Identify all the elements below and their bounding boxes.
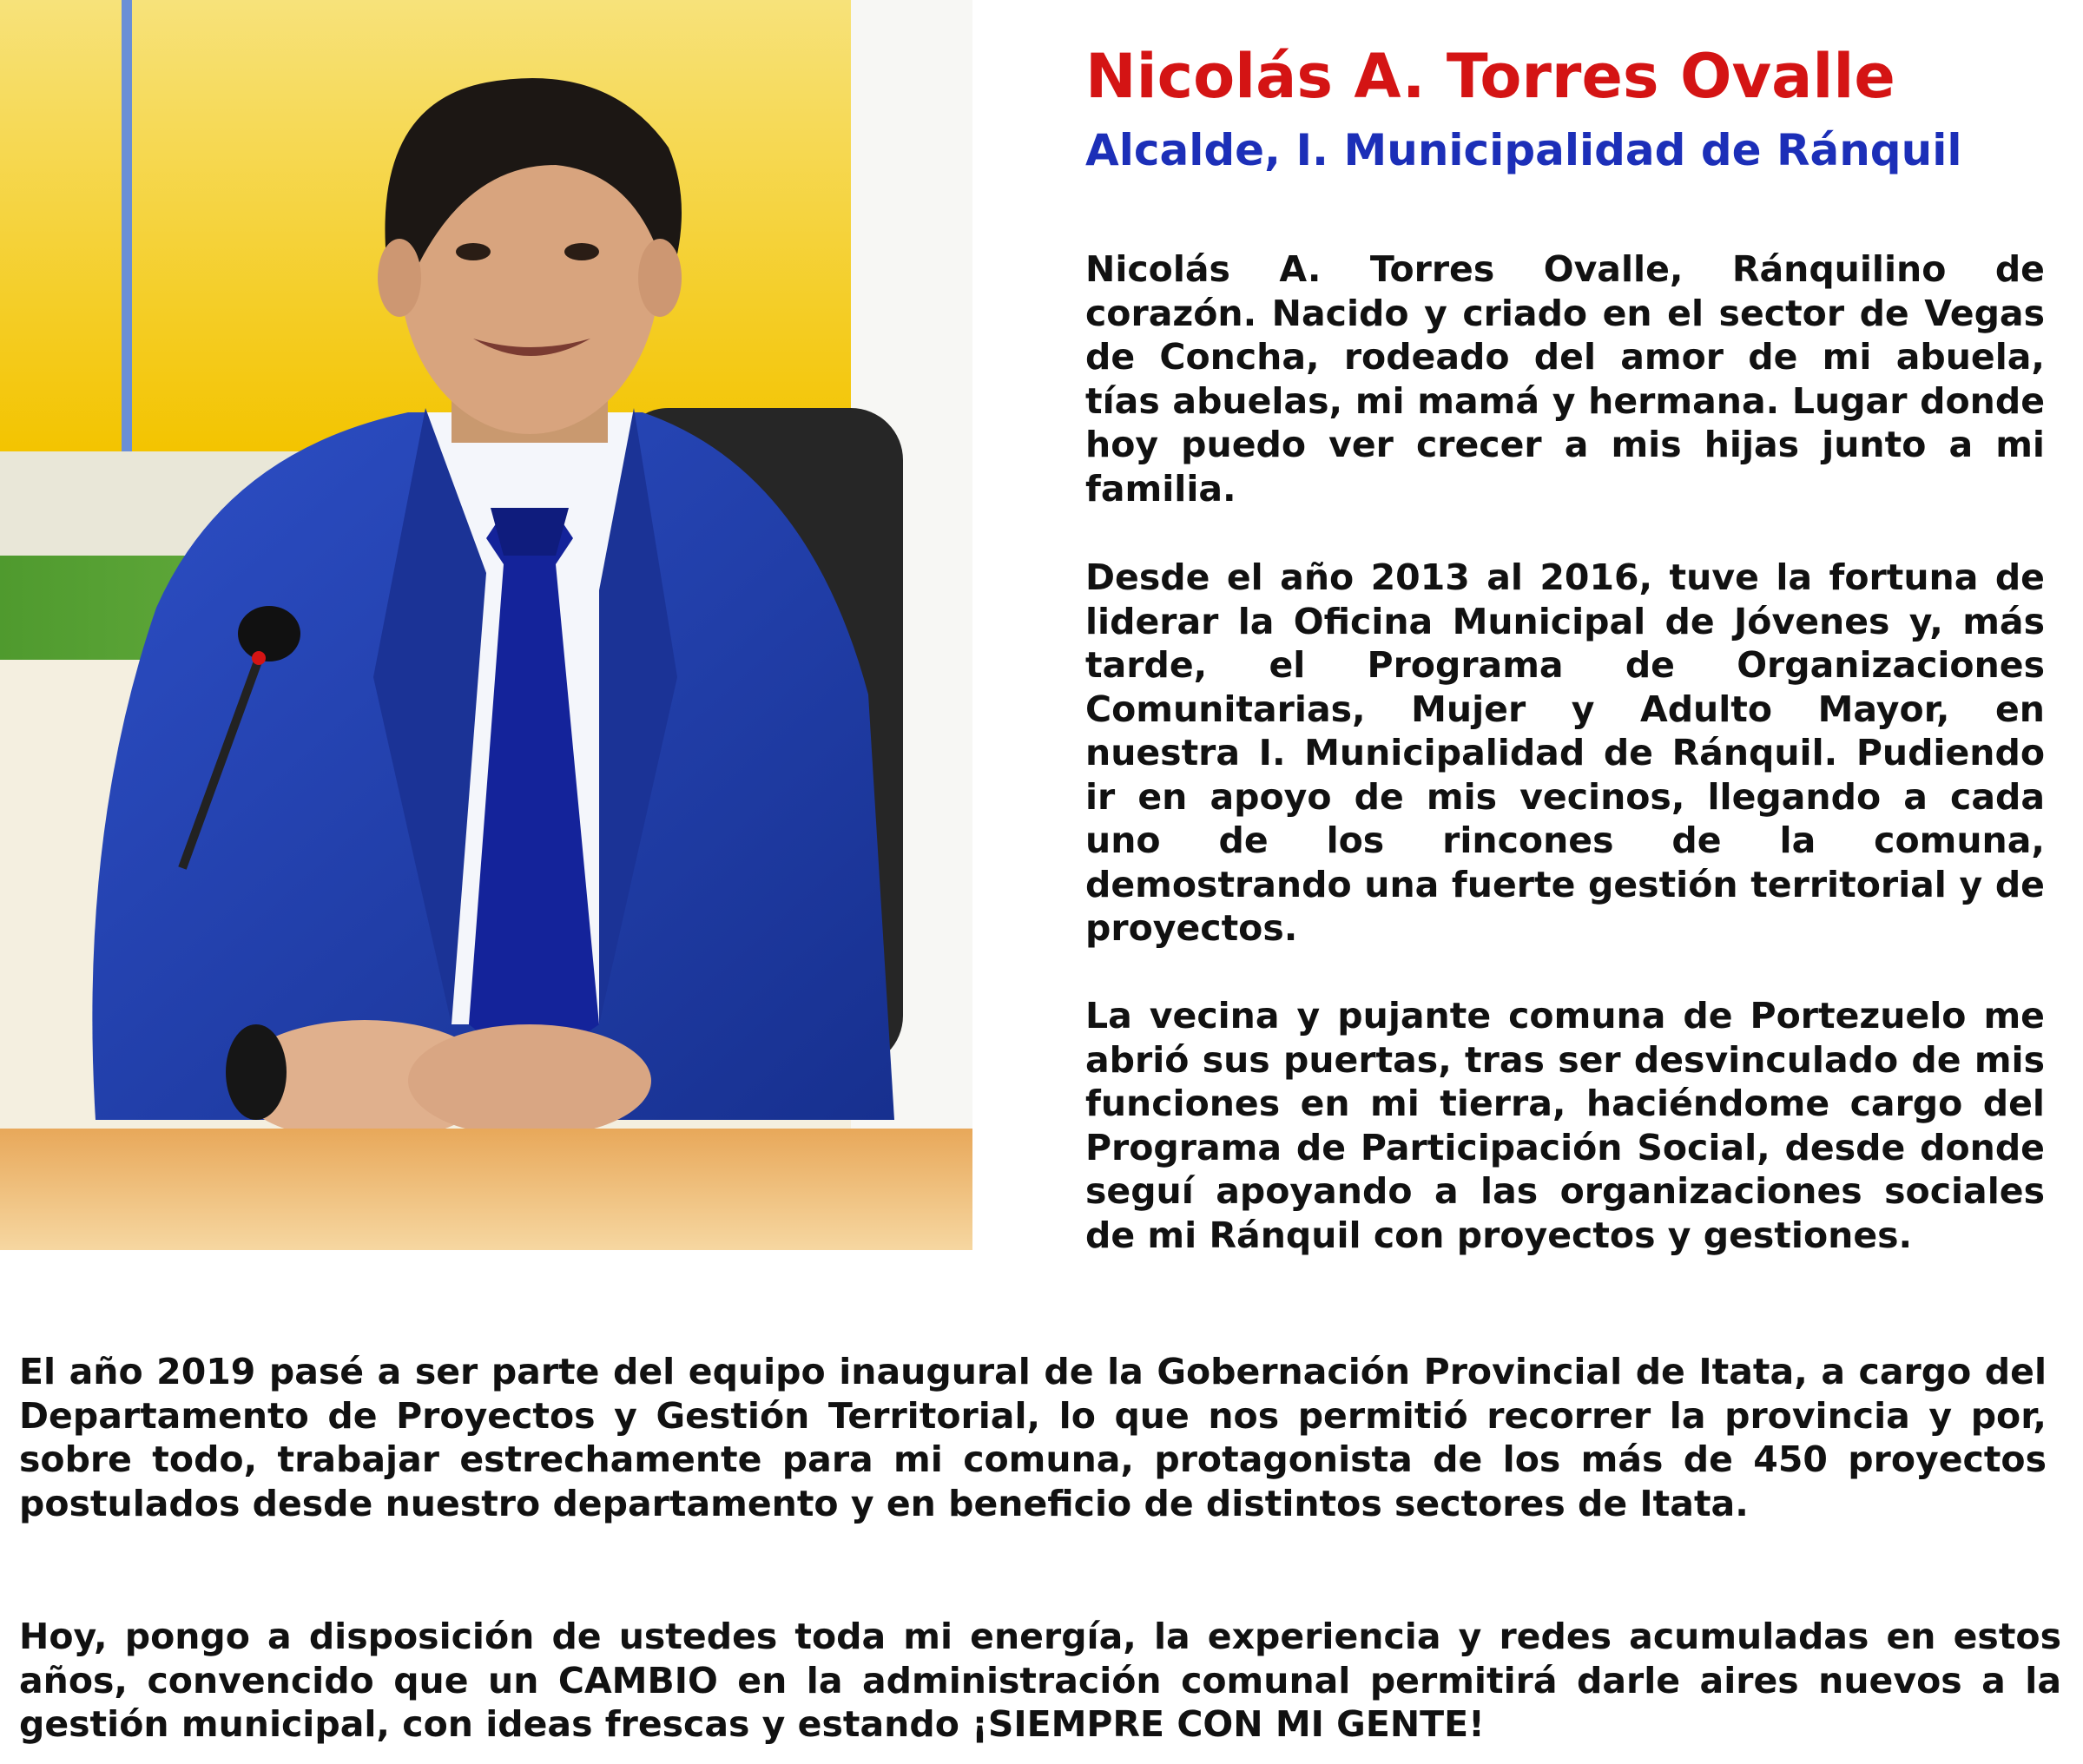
bio-paragraph-5: Hoy, pongo a disposición de ustedes toda mi energía, la experiencia y redes acumuladas en estos años, convencido que un CAMBIO en la administración comunal permitirá darle aires nuevos a la gestión municipal, con ideas frescas y estando ¡SIEMPRE CON MI GENTE!	[19, 1616, 2061, 1745]
bio-paragraph-2: Desde el año 2013 al 2016, tuve la fortuna de liderar la Oficina Municipal de Jóvenes y, más tarde, el Programa de Organizaciones Comunitarias, Mujer y Adulto Mayor, en nuestra I. Municipalidad de Ránquil. Pudiendo ir en apoyo de mis vecinos, llegando a cada uno de los rincones de la comuna, demostrando una fuerte gestión territorial y de proyectos.	[1085, 556, 2045, 949]
portrait-illustration	[0, 0, 972, 1250]
bio-paragraph-4: El año 2019 pasé a ser parte del equipo inaugural de la Gobernación Provincial de Itata, a cargo del Departamento de Proyectos y Gestión Territorial, lo que nos permitió recorrer la provincia y por, sobre todo, trabajar estrechamente para mi comuna, protagonista de los más de 450 proyectos postulados desde nuestro departamento y en beneficio de distintos sectores de Itata.	[19, 1351, 2047, 1524]
bio-paragraph-3: La vecina y pujante comuna de Portezuelo me abrió sus puertas, tras ser desvinculado de mis funciones en mi tierra, haciéndome cargo del Programa de Participación Social, desde donde seguí apoyando a las organizaciones sociales de mi Ránquil con proyectos y gestiones.	[1085, 995, 2045, 1256]
person-name: Nicolás A. Torres Ovalle	[1085, 41, 1895, 112]
bio-paragraph-1: Nicolás A. Torres Ovalle, Ránquilino de corazón. Nacido y criado en el sector de Vegas de Concha, rodeado del amor de mi abuela, tías abuelas, mi mamá y hermana. Lugar donde hoy puedo ver crecer a mis hijas junto a mi familia.	[1085, 248, 2045, 510]
person-role: Alcalde, I. Municipalidad de Ránquil	[1085, 125, 1962, 175]
portrait-photo	[0, 0, 972, 1250]
